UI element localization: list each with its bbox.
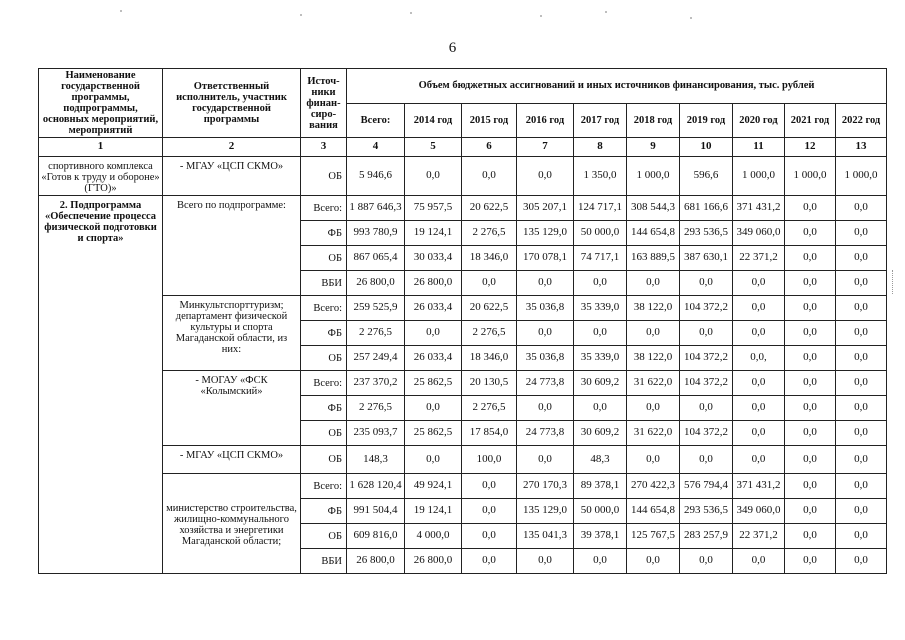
value-cell: 0,0 <box>733 296 785 321</box>
value-cell: 0,0 <box>836 296 887 321</box>
value-cell: 0,0 <box>733 396 785 421</box>
column-number: 10 <box>680 138 733 157</box>
value-cell: 20 130,5 <box>462 371 517 396</box>
value-cell: 135 129,0 <box>517 221 574 246</box>
header-source: Источ-ники финан-сиро-вания <box>301 69 347 138</box>
value-cell: 0,0 <box>733 446 785 474</box>
budget-table <box>38 68 887 574</box>
value-cell: 237 370,2 <box>347 371 405 396</box>
value-cell: 0,0 <box>785 474 836 499</box>
table-row <box>39 296 887 321</box>
value-cell: 26 800,0 <box>347 271 405 296</box>
value-cell: 49 924,1 <box>405 474 462 499</box>
source-cell: ВБИ <box>301 549 347 574</box>
column-number: 4 <box>347 138 405 157</box>
header-year: 2014 год <box>405 103 462 138</box>
source-cell: Всего: <box>301 474 347 499</box>
value-cell: 0,0 <box>785 421 836 446</box>
value-cell: 135 041,3 <box>517 524 574 549</box>
source-cell: ФБ <box>301 221 347 246</box>
value-cell: 30 609,2 <box>574 421 627 446</box>
header-total: Всего: <box>347 103 405 138</box>
value-cell: 35 036,8 <box>517 346 574 371</box>
scan-noise <box>0 6 905 20</box>
value-cell: 74 717,1 <box>574 246 627 271</box>
value-cell: 257 249,4 <box>347 346 405 371</box>
value-cell: 0,0 <box>462 474 517 499</box>
value-cell: 1 000,0 <box>785 157 836 196</box>
value-cell: 0,0 <box>405 157 462 196</box>
value-cell: 867 065,4 <box>347 246 405 271</box>
column-number: 6 <box>462 138 517 157</box>
value-cell: 75 957,5 <box>405 196 462 221</box>
value-cell: 20 622,5 <box>462 196 517 221</box>
value-cell: 30 033,4 <box>405 246 462 271</box>
value-cell: 0,0 <box>733 549 785 574</box>
source-cell: ОБ <box>301 524 347 549</box>
value-cell: 0,0 <box>836 321 887 346</box>
executor: - МОГАУ «ФСК «Колымский» <box>163 371 301 446</box>
executor: Минкультспорттуризм; департамент физической культуры и спорта Магаданской области, из них: <box>163 296 301 371</box>
value-cell: 20 622,5 <box>462 296 517 321</box>
value-cell: 144 654,8 <box>627 221 680 246</box>
value-cell: 0,0 <box>836 474 887 499</box>
value-cell: 26 033,4 <box>405 296 462 321</box>
value-cell: 0,0 <box>836 271 887 296</box>
value-cell: 0,0 <box>836 549 887 574</box>
value-cell: 170 078,1 <box>517 246 574 271</box>
source-cell: ОБ <box>301 421 347 446</box>
table-row <box>39 157 887 196</box>
value-cell: 293 536,5 <box>680 499 733 524</box>
value-cell: 0,0 <box>627 549 680 574</box>
value-cell: 104 372,2 <box>680 296 733 321</box>
value-cell: 576 794,4 <box>680 474 733 499</box>
value-cell: 0,0 <box>733 271 785 296</box>
value-cell: 0,0 <box>680 446 733 474</box>
value-cell: 293 536,5 <box>680 221 733 246</box>
value-cell: 1 000,0 <box>627 157 680 196</box>
value-cell: 100,0 <box>462 446 517 474</box>
value-cell: 48,3 <box>574 446 627 474</box>
header-year: 2017 год <box>574 103 627 138</box>
value-cell: 0,0 <box>733 321 785 346</box>
value-cell: 0,0 <box>627 396 680 421</box>
value-cell: 349 060,0 <box>733 221 785 246</box>
value-cell: 31 622,0 <box>627 371 680 396</box>
value-cell: 0,0 <box>462 499 517 524</box>
value-cell: 0,0 <box>785 446 836 474</box>
value-cell: 0,0 <box>405 446 462 474</box>
value-cell: 1 350,0 <box>574 157 627 196</box>
value-cell: 0,0 <box>785 371 836 396</box>
value-cell: 0,0 <box>680 321 733 346</box>
value-cell: 0,0 <box>836 246 887 271</box>
column-number: 1 <box>39 138 163 157</box>
header-year: 2022 год <box>836 103 887 138</box>
value-cell: 0,0 <box>785 271 836 296</box>
column-number: 11 <box>733 138 785 157</box>
header-year: 2021 год <box>785 103 836 138</box>
source-cell: ВБИ <box>301 271 347 296</box>
table-row <box>39 196 887 221</box>
value-cell: 0,0 <box>836 396 887 421</box>
value-cell: 26 033,4 <box>405 346 462 371</box>
value-cell: 38 122,0 <box>627 346 680 371</box>
executor: - МГАУ «ЦСП СКМО» <box>163 157 301 196</box>
subprogram-name: 2. Подпрограмма «Обеспечение процесса физической подготовки и спорта» <box>39 196 163 574</box>
value-cell: 0,0 <box>733 421 785 446</box>
value-cell: 0,0 <box>836 221 887 246</box>
value-cell: 0,0 <box>836 196 887 221</box>
value-cell: 305 207,1 <box>517 196 574 221</box>
value-cell: 25 862,5 <box>405 421 462 446</box>
value-cell: 35 339,0 <box>574 346 627 371</box>
value-cell: 0,0 <box>462 524 517 549</box>
value-cell: 1 887 646,3 <box>347 196 405 221</box>
column-number: 9 <box>627 138 680 157</box>
measure-name: спортивного комплекса «Готов к труду и обороне» (ГТО)» <box>39 157 163 196</box>
value-cell: 18 346,0 <box>462 246 517 271</box>
table-row <box>39 371 887 396</box>
value-cell: 0,0 <box>517 396 574 421</box>
value-cell: 0,0 <box>785 499 836 524</box>
value-cell: 387 630,1 <box>680 246 733 271</box>
value-cell: 259 525,9 <box>347 296 405 321</box>
value-cell: 0,0 <box>574 271 627 296</box>
value-cell: 0,0 <box>680 396 733 421</box>
table-row <box>39 474 887 499</box>
column-number: 5 <box>405 138 462 157</box>
value-cell: 0,0 <box>517 321 574 346</box>
value-cell: 0,0 <box>627 446 680 474</box>
column-number: 7 <box>517 138 574 157</box>
value-cell: 1 000,0 <box>836 157 887 196</box>
value-cell: 26 800,0 <box>405 271 462 296</box>
source-cell: ФБ <box>301 499 347 524</box>
source-cell: Всего: <box>301 371 347 396</box>
value-cell: 19 124,1 <box>405 221 462 246</box>
value-cell: 26 800,0 <box>347 549 405 574</box>
value-cell: 17 854,0 <box>462 421 517 446</box>
value-cell: 135 129,0 <box>517 499 574 524</box>
value-cell: 0,0 <box>836 499 887 524</box>
executor: - МГАУ «ЦСП СКМО» <box>163 446 301 474</box>
value-cell: 0,0 <box>836 446 887 474</box>
value-cell: 22 371,2 <box>733 524 785 549</box>
value-cell: 125 767,5 <box>627 524 680 549</box>
value-cell: 2 276,5 <box>462 321 517 346</box>
value-cell: 0,0 <box>517 549 574 574</box>
value-cell: 0,0 <box>785 346 836 371</box>
value-cell: 596,6 <box>680 157 733 196</box>
value-cell: 38 122,0 <box>627 296 680 321</box>
value-cell: 26 800,0 <box>405 549 462 574</box>
value-cell: 0,0 <box>836 371 887 396</box>
value-cell: 0,0 <box>574 396 627 421</box>
value-cell: 144 654,8 <box>627 499 680 524</box>
value-cell: 0,0 <box>785 296 836 321</box>
value-cell: 308 544,3 <box>627 196 680 221</box>
value-cell: 0,0 <box>627 321 680 346</box>
source-cell: ОБ <box>301 246 347 271</box>
value-cell: 0,0 <box>680 271 733 296</box>
source-cell: ФБ <box>301 396 347 421</box>
value-cell: 270 170,3 <box>517 474 574 499</box>
margin-mark <box>892 270 901 294</box>
value-cell: 2 276,5 <box>462 396 517 421</box>
value-cell: 25 862,5 <box>405 371 462 396</box>
value-cell: 35 036,8 <box>517 296 574 321</box>
column-number: 13 <box>836 138 887 157</box>
value-cell: 30 609,2 <box>574 371 627 396</box>
source-cell: Всего: <box>301 296 347 321</box>
value-cell: 148,3 <box>347 446 405 474</box>
value-cell: 0,0 <box>785 221 836 246</box>
table-row <box>39 446 887 474</box>
value-cell: 371 431,2 <box>733 196 785 221</box>
value-cell: 0,0 <box>836 346 887 371</box>
value-cell: 2 276,5 <box>347 321 405 346</box>
value-cell: 0,0 <box>462 271 517 296</box>
page-number: 6 <box>448 40 457 56</box>
header-year: 2019 год <box>680 103 733 138</box>
executor: Всего по подпрограмме: <box>163 196 301 296</box>
header-volume: Объем бюджетных ассигнований и иных источников финансирования, тыс. рублей <box>347 69 887 104</box>
header-year: 2018 год <box>627 103 680 138</box>
value-cell: 0,0 <box>733 371 785 396</box>
value-cell: 124 717,1 <box>574 196 627 221</box>
value-cell: 0,0 <box>836 421 887 446</box>
value-cell: 18 346,0 <box>462 346 517 371</box>
value-cell: 349 060,0 <box>733 499 785 524</box>
value-cell: 0,0 <box>517 446 574 474</box>
source-cell: Всего: <box>301 196 347 221</box>
value-cell: 19 124,1 <box>405 499 462 524</box>
header-exec: Ответственный исполнитель, участник государственной программы <box>163 69 301 138</box>
value-cell: 0,0 <box>627 271 680 296</box>
value-cell: 5 946,6 <box>347 157 405 196</box>
source-cell: ОБ <box>301 346 347 371</box>
value-cell: 0,0 <box>836 524 887 549</box>
value-cell: 1 628 120,4 <box>347 474 405 499</box>
value-cell: 0,0 <box>405 396 462 421</box>
value-cell: 0,0 <box>785 196 836 221</box>
value-cell: 0,0 <box>462 157 517 196</box>
value-cell: 235 093,7 <box>347 421 405 446</box>
value-cell: 283 257,9 <box>680 524 733 549</box>
header-year: 2015 год <box>462 103 517 138</box>
value-cell: 0,0 <box>517 271 574 296</box>
value-cell: 0,0 <box>785 321 836 346</box>
value-cell: 991 504,4 <box>347 499 405 524</box>
value-cell: 0,0 <box>785 549 836 574</box>
value-cell: 104 372,2 <box>680 421 733 446</box>
value-cell: 0,0 <box>405 321 462 346</box>
value-cell: 0,0 <box>785 396 836 421</box>
value-cell: 270 422,3 <box>627 474 680 499</box>
value-cell: 0,0 <box>785 246 836 271</box>
value-cell: 50 000,0 <box>574 499 627 524</box>
value-cell: 0,0 <box>574 321 627 346</box>
column-number: 2 <box>163 138 301 157</box>
value-cell: 2 276,5 <box>462 221 517 246</box>
value-cell: 24 773,8 <box>517 371 574 396</box>
value-cell: 104 372,2 <box>680 346 733 371</box>
value-cell: 609 816,0 <box>347 524 405 549</box>
value-cell: 1 000,0 <box>733 157 785 196</box>
value-cell: 0,0 <box>462 549 517 574</box>
value-cell: 24 773,8 <box>517 421 574 446</box>
header-year: 2016 год <box>517 103 574 138</box>
value-cell: 39 378,1 <box>574 524 627 549</box>
source-cell: ФБ <box>301 321 347 346</box>
executor: министерство строительства, жилищно-коммунального хозяйства и энергетики Магаданской области; <box>163 474 301 574</box>
value-cell: 0,0 <box>517 157 574 196</box>
value-cell: 0,0 <box>785 524 836 549</box>
value-cell: 4 000,0 <box>405 524 462 549</box>
value-cell: 89 378,1 <box>574 474 627 499</box>
column-number: 3 <box>301 138 347 157</box>
column-number: 12 <box>785 138 836 157</box>
value-cell: 50 000,0 <box>574 221 627 246</box>
header-name: Наименование государственной программы, подпрограммы, основных мероприятий, мероприятий <box>39 69 163 138</box>
value-cell: 31 622,0 <box>627 421 680 446</box>
value-cell: 371 431,2 <box>733 474 785 499</box>
source-cell: ОБ <box>301 446 347 474</box>
value-cell: 22 371,2 <box>733 246 785 271</box>
value-cell: 0,0, <box>733 346 785 371</box>
value-cell: 993 780,9 <box>347 221 405 246</box>
value-cell: 35 339,0 <box>574 296 627 321</box>
value-cell: 681 166,6 <box>680 196 733 221</box>
value-cell: 163 889,5 <box>627 246 680 271</box>
value-cell: 0,0 <box>680 549 733 574</box>
source-cell: ОБ <box>301 157 347 196</box>
value-cell: 0,0 <box>574 549 627 574</box>
column-number: 8 <box>574 138 627 157</box>
header-year: 2020 год <box>733 103 785 138</box>
value-cell: 104 372,2 <box>680 371 733 396</box>
value-cell: 2 276,5 <box>347 396 405 421</box>
